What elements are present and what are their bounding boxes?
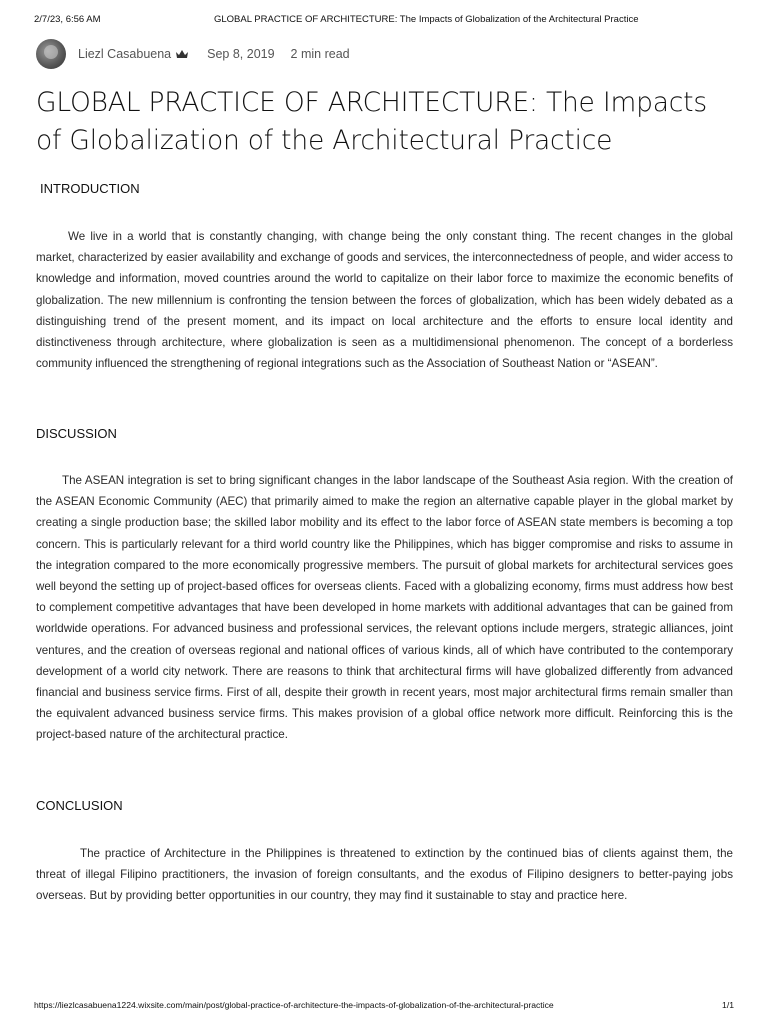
- crown-icon: [175, 49, 189, 59]
- page-number: 1/1: [722, 1000, 734, 1010]
- section-body-discussion: The ASEAN integration is set to bring significant changes in the labor landscape of the Southeast Asia region. With the creation of the ASEAN Economic Community (AEC) that primarily aimed to make the region an alternative capable player in the global market by creating a single production base; the skilled labor mobility and its effect to the labor force of ASEAN state members is becoming a top concern. This is particularly relevant for a third world country like the Philippines, which has bigger compromise and risks to assume in the integration compared to the more economically progressive members. The pursuit of global markets for architectural services goes well beyond the setting up of project-based offices for overseas clients. Faced with a globalizing economy, firms must address how best to complement competitive advantages that have been developed in home markets with additional advantages that can be gained from worldwide operations. For advanced business and professional services, the relevant options include mergers, strategic alliances, joint ventures, and the creation of overseas regional and national offices of various kinds, all of which have contributed to the contemporary development of a world city network. There are reasons to think that architectural firms will have globalized differently from advanced financial and business service firms. First of all, despite their growth in recent years, most major architectural firms remain smaller than the equivalent advanced business service firms. This makes provision of a global office network more difficult. Reinforcing this is the project-based nature of the architectural practice.: [36, 474, 733, 742]
- section-heading-conclusion: CONCLUSION: [36, 798, 123, 813]
- page-url[interactable]: https://liezlcasabuena1224.wixsite.com/main/post/global-practice-of-architecture-the-impacts-of-globalization-of-the-architectural-practice: [34, 1000, 554, 1010]
- section-heading-discussion: DISCUSSION: [36, 426, 117, 441]
- post-meta: [36, 38, 350, 70]
- section-body-conclusion: The practice of Architecture in the Philippines is threatened to extinction by the continued bias of clients against them, the threat of illegal Filipino practitioners, the invasion of foreign consultants, and the exodus of Filipino designers to better-paying jobs overseas. But by providing better opportunities in our country, they may find it sustainable to stay and practice here.: [36, 847, 733, 903]
- print-title: GLOBAL PRACTICE OF ARCHITECTURE: The Impacts of Globalization of the Architectural Practice: [214, 14, 639, 25]
- post-date: Sep 8, 2019: [207, 47, 275, 61]
- article-title: GLOBAL PRACTICE OF ARCHITECTURE: The Impacts of Globalization of the Architectural Practice: [36, 87, 707, 156]
- author-name[interactable]: Liezl Casabuena: [78, 47, 172, 61]
- section-heading-introduction: INTRODUCTION: [40, 181, 140, 196]
- read-time: 2 min read: [290, 47, 350, 61]
- avatar[interactable]: [36, 39, 66, 69]
- section-body-introduction: We live in a world that is constantly changing, with change being the only constant thing. The recent changes in the global market, characterized by easier availability and exchange of goods and services, the interconnectedness of people, and wider access to knowledge and information, moved countries around the world to capitalize on their labor force to maximize the economic benefits of globalization. The new millennium is confronting the tension between the forces of globalization, which has been widely debated as a distinguishing trend of the present moment, and its impact on local architecture and the efforts to ensure local identity and distinctiveness through architecture, where globalization is seen as a multidimensional phenomenon. The concept of a borderless community influenced the strengthening of regional integrations such as the Association of Southeast Nation or “ASEAN”.: [36, 230, 733, 371]
- print-date: 2/7/23, 6:56 AM: [34, 14, 101, 25]
